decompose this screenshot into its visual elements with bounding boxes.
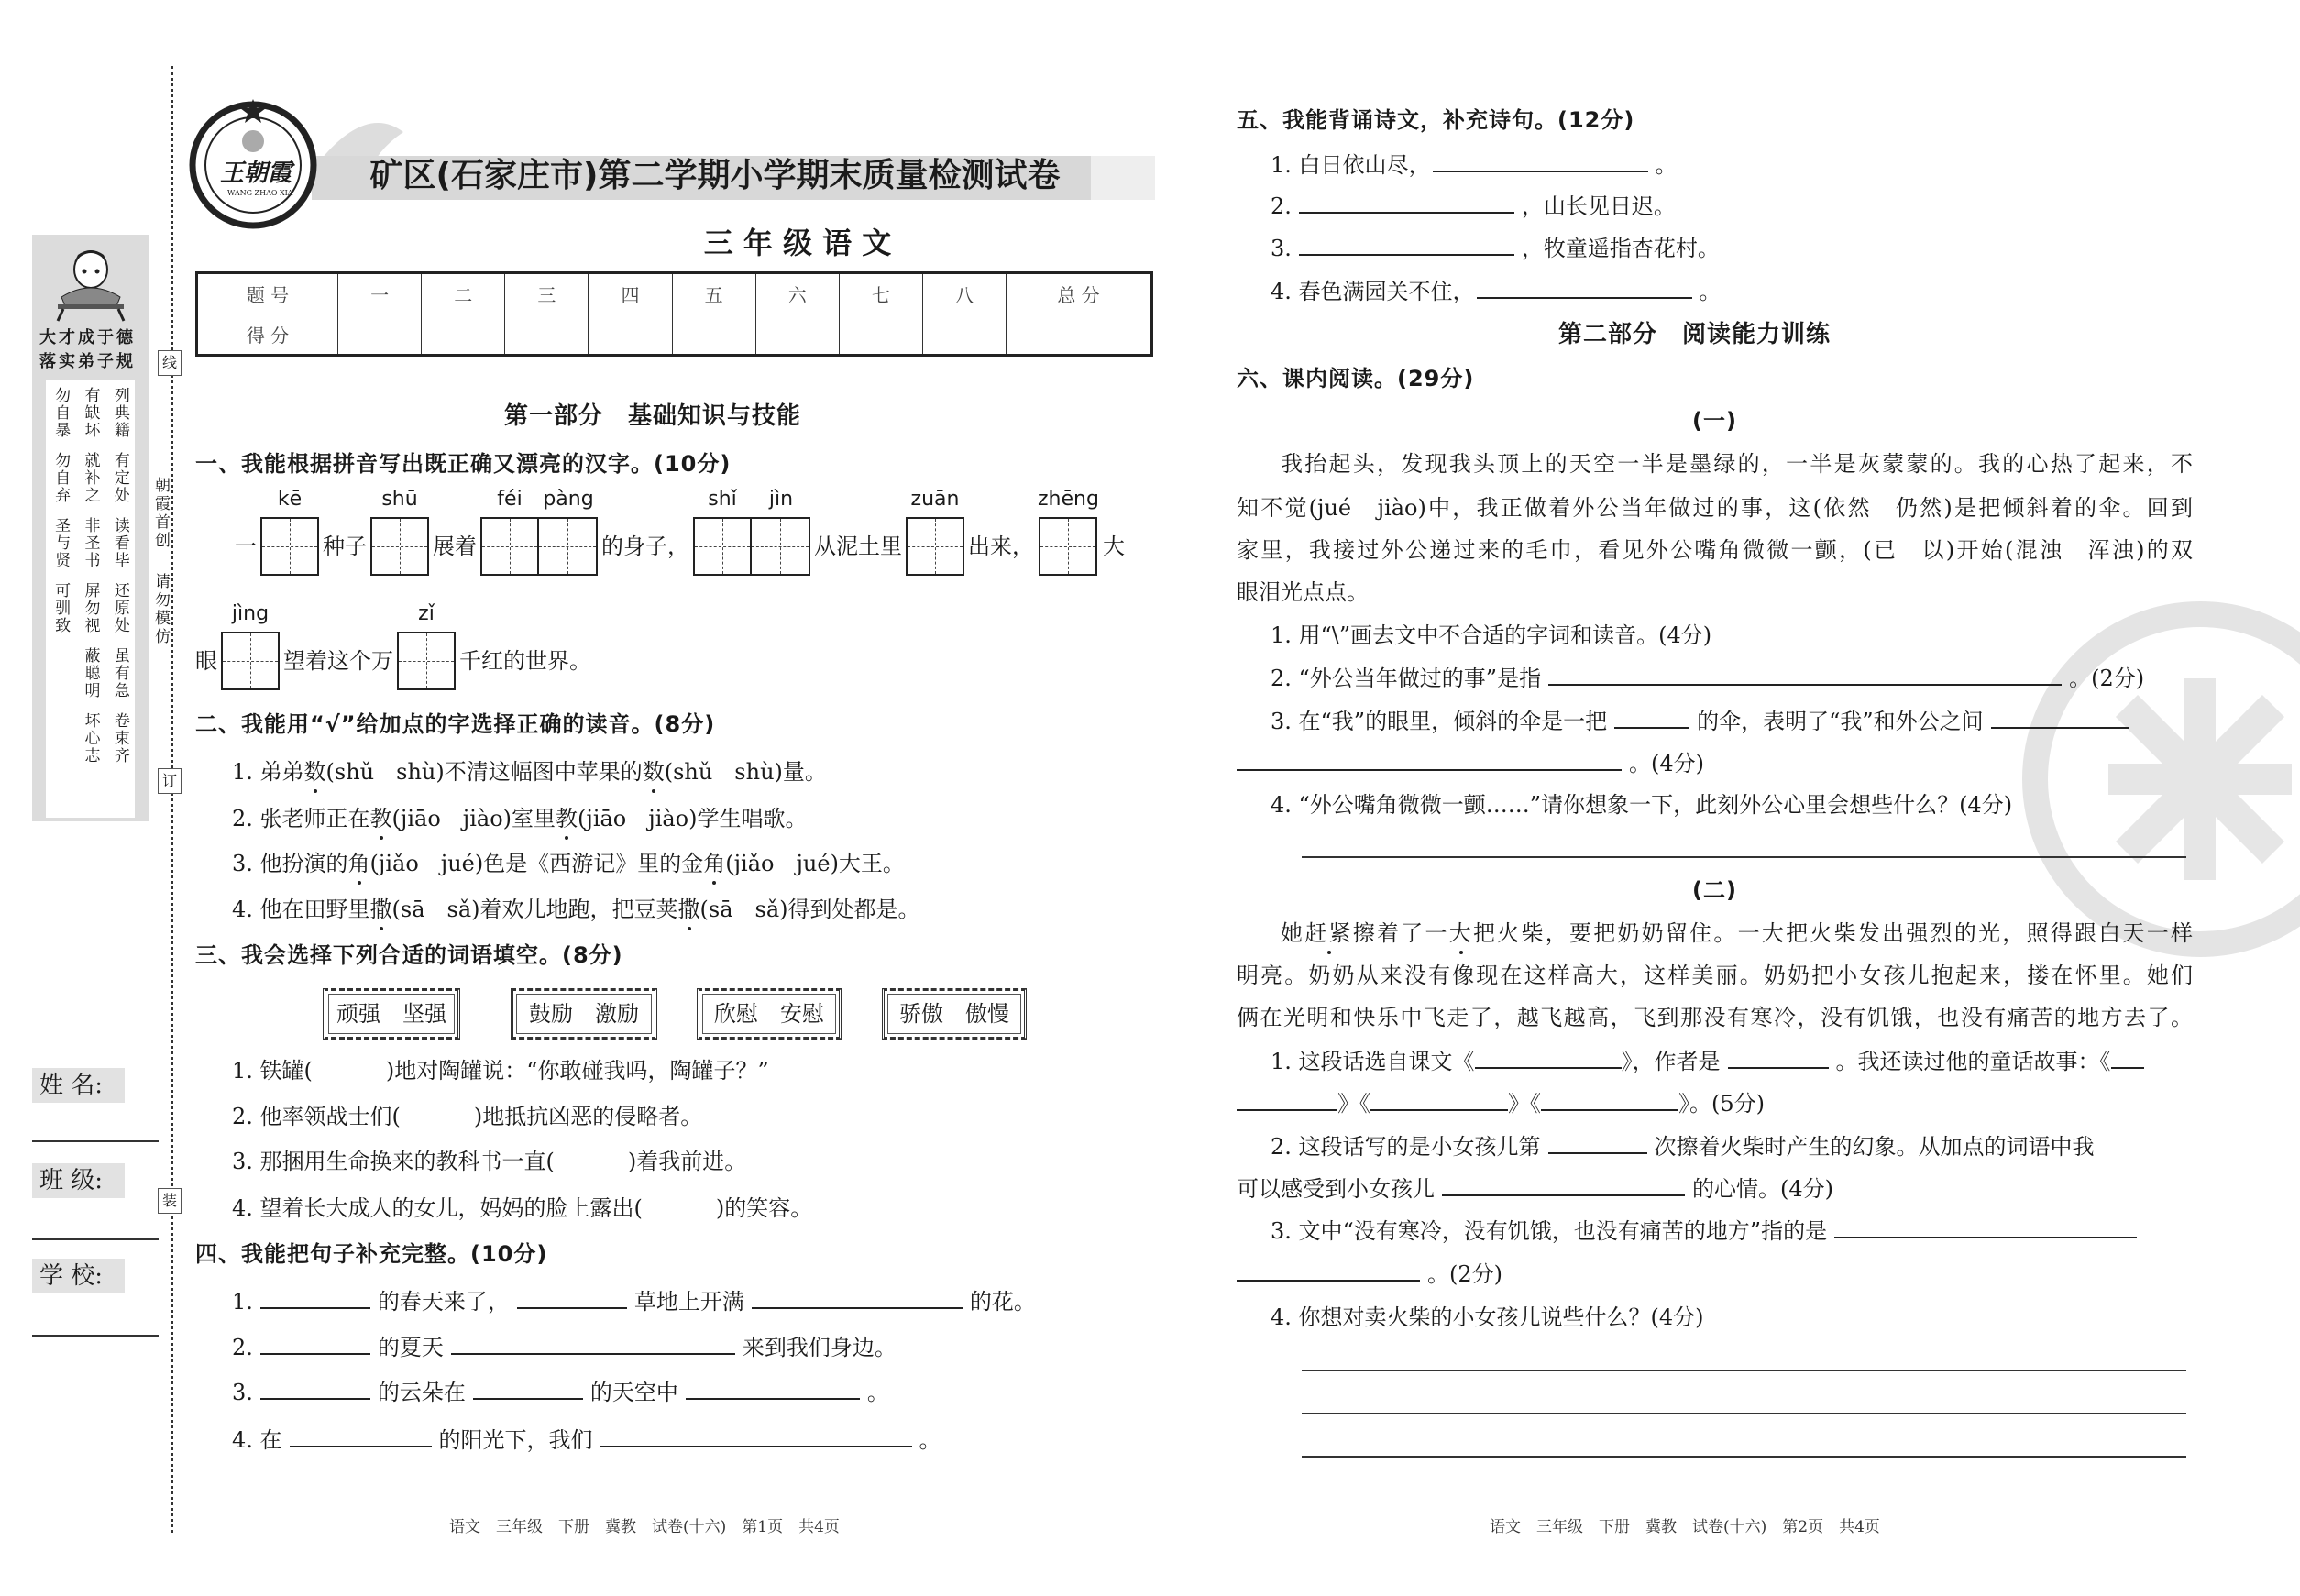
class-field[interactable] — [32, 1238, 159, 1240]
sentence-text: 的身子， — [601, 534, 689, 559]
dotted-char: 教 — [556, 806, 578, 831]
question-text: 3. 那捆用生命换来的教科书一直( — [232, 1149, 555, 1174]
question-text: 4. 在 — [232, 1427, 282, 1453]
sentence-complete-item — [232, 1425, 941, 1454]
dizigui-phrase: 卷束齐 — [110, 712, 129, 765]
question: 4. “外公嘴角微微一颤……”请你想象一下，此刻外公心里会想些什么？(4分) — [1271, 792, 2013, 818]
passage1-line: 我抬起头，发现我头顶上的天空一半是墨绿的，一半是灰蒙蒙的。我的心热了起来，不 — [1281, 451, 2193, 477]
question — [1271, 1047, 2144, 1075]
pinyin-options[interactable]: (sā sǎ)着欢儿地跑，把豆荚 — [391, 897, 678, 922]
dotted-char: 撒 — [369, 897, 392, 922]
answer-line[interactable] — [1302, 1370, 2186, 1371]
answer-blank[interactable] — [686, 1378, 860, 1400]
tianzige-box[interactable] — [221, 632, 280, 690]
question-text: 2. 他率领战士们( — [232, 1104, 401, 1129]
question-text: 可以感受到小女孩儿 — [1237, 1176, 1435, 1202]
dizigui-phrase: 虽有急 — [110, 647, 129, 699]
question-text: 。(2分) — [1427, 1261, 1502, 1287]
poem-item — [1271, 234, 1720, 262]
pinyin: jìn — [768, 488, 794, 511]
school-label: 学 校: — [32, 1259, 125, 1293]
class-label: 班 级: — [32, 1163, 125, 1198]
answer-blank[interactable] — [1299, 192, 1514, 214]
answer-blank[interactable] — [290, 1425, 432, 1447]
pinyin: zǐ — [418, 602, 435, 625]
binding-dotted-line — [171, 66, 173, 1533]
question-text: 。 — [1699, 279, 1722, 304]
answer-blank[interactable] — [451, 1333, 735, 1355]
answer-blank[interactable] — [1541, 1089, 1678, 1111]
answer-line[interactable] — [1302, 1413, 2186, 1414]
score-header-cell: 三 — [505, 273, 589, 314]
pinyin-options[interactable]: (shǔ shù)量。 — [664, 759, 827, 785]
section3-heading: 三、我会选择下列合适的词语填空。(8分) — [195, 942, 623, 968]
sentence-text: 望着这个万 — [283, 648, 393, 674]
question — [1271, 664, 2144, 692]
poem-item — [1271, 277, 1722, 305]
answer-blank[interactable] — [1614, 707, 1689, 729]
passage2-line: 俩在光明和快乐中飞走了，越飞越高，飞到那没有寒冷，没有饥饿，也没有痛苦的地方去了。 — [1237, 1005, 2193, 1030]
question — [1271, 1132, 2095, 1161]
brand-logo-text: 王朝霞 — [220, 160, 292, 187]
fill-word-item — [232, 1148, 746, 1175]
fill-word-item — [232, 1194, 812, 1222]
question — [1271, 707, 2136, 735]
score-header-cell: 八 — [922, 273, 1006, 314]
question-text: 的花。 — [969, 1289, 1036, 1315]
answer-blank[interactable] — [1370, 1089, 1508, 1111]
section6-heading: 六、课内阅读。(29分) — [1237, 366, 1475, 391]
answer-blank[interactable] — [1442, 1174, 1685, 1196]
dizigui-phrase: 读看毕 — [110, 517, 129, 569]
answer-blank[interactable] — [752, 1287, 963, 1309]
sentence-text: 种子 — [323, 534, 367, 559]
binding-mark-ding: 订 — [158, 768, 182, 794]
sentence-text: 眼 — [195, 648, 217, 674]
dotted-char: 教 — [369, 806, 392, 831]
copyright-notice-2: 请勿模仿 — [151, 573, 170, 646]
question-continuation — [1237, 1089, 1765, 1117]
dizigui-phrase: 坏心志 — [81, 712, 100, 765]
answer-blank[interactable] — [1548, 1132, 1647, 1154]
score-header-cell: 题 号 — [197, 273, 338, 314]
question-text: 1. 弟弟 — [232, 759, 304, 785]
sentence-complete-item — [232, 1287, 1036, 1315]
dotted-char: 角 — [703, 851, 726, 876]
question-text: 2. — [232, 1335, 253, 1360]
pinyin: féi — [497, 488, 523, 511]
question-text: 来到我们身边。 — [742, 1335, 897, 1360]
answer-blank[interactable] — [1834, 1216, 2137, 1238]
pinyin: shǐ — [708, 488, 737, 511]
score-cell[interactable] — [922, 314, 1006, 356]
pinyin-options[interactable]: (sā sǎ)得到处都是。 — [699, 897, 920, 922]
section5-heading: 五、我能背诵诗文，补充诗句。(12分) — [1237, 107, 1635, 133]
dizigui-phrase: 勿自暴 — [51, 387, 71, 439]
pinyin-row-1 — [231, 486, 1128, 576]
dizigui-phrase: 列典籍 — [110, 387, 129, 439]
part1-title: 第一部分 基础知识与技能 — [504, 402, 802, 430]
answer-blank[interactable] — [260, 1287, 370, 1309]
answer-blank[interactable] — [1548, 664, 2062, 686]
score-header-cell: 二 — [422, 273, 505, 314]
dotted-char: 数 — [303, 759, 326, 785]
pronunciation-item — [232, 805, 808, 832]
score-cell[interactable] — [589, 314, 672, 356]
dizigui-phrase: 蔽聪明 — [81, 647, 100, 699]
question-text: )的笑容。 — [715, 1195, 813, 1221]
question-text: ，牧童遥指杏花村。 — [1521, 236, 1720, 261]
question-text: 2. 张老师正在 — [232, 806, 370, 831]
sentence-text: 从泥土里 — [814, 534, 902, 559]
dotted-word: 一大把 — [1425, 920, 1498, 946]
question-text: 2. “外公当年做过的事”是指 — [1271, 666, 1542, 691]
question-text: 2. — [1271, 193, 1292, 219]
tianzige-box[interactable] — [397, 632, 456, 690]
tianzige-box[interactable] — [480, 517, 539, 576]
pinyin: kē — [277, 488, 303, 511]
question-text: 3. 文中“没有寒冷，没有饥饿，也没有痛苦的地方”指的是 — [1271, 1218, 1828, 1244]
part2-title: 第二部分 阅读能力训练 — [1558, 321, 1832, 348]
sidebar-dizigui-panel — [32, 235, 149, 821]
pinyin-options[interactable]: (shǔ shù)不清这幅图中苹果的 — [325, 759, 643, 785]
sentence-text: 展着 — [433, 534, 477, 559]
dizigui-phrase: 有定处 — [110, 452, 129, 504]
dizigui-text — [46, 380, 135, 818]
sentence-text: 出来， — [968, 534, 1034, 559]
passage1-label: (一) — [1692, 408, 1737, 434]
dizigui-column — [111, 387, 129, 818]
score-cell[interactable] — [422, 314, 505, 356]
answer-blank[interactable] — [2111, 1047, 2144, 1069]
question-text: 的夏天 — [377, 1335, 444, 1360]
passage1-line: 知不觉(jué jiào)中，我正做着外公当年做过的事，这(依然 仍然)是把倾斜着的伞。回到 — [1237, 495, 2193, 521]
score-row-label: 得 分 — [197, 314, 338, 356]
question-text: 的心情。(4分) — [1692, 1176, 1833, 1202]
sidebar-motto-1: 大才成于德 — [39, 328, 136, 347]
question-text: )着我前进。 — [627, 1149, 747, 1174]
answer-blank[interactable] — [1299, 234, 1514, 256]
dizigui-phrase: 可驯致 — [51, 582, 71, 634]
score-cell[interactable] — [338, 314, 422, 356]
pronunciation-item — [232, 758, 827, 786]
tianzige-box[interactable] — [752, 517, 810, 576]
question: 1. 用“\”画去文中不合适的字词和读音。(4分) — [1271, 622, 1712, 648]
answer-line[interactable] — [1302, 1456, 2186, 1458]
answer-line[interactable] — [1302, 856, 2186, 858]
passage2-line — [1237, 919, 2193, 947]
tianzige-box[interactable] — [260, 517, 319, 576]
dizigui-phrase: 非圣书 — [81, 517, 100, 569]
answer-blank[interactable] — [1991, 707, 2129, 729]
answer-blank[interactable] — [517, 1287, 627, 1309]
question-text: 的天空中 — [589, 1380, 678, 1405]
dizigui-column — [51, 387, 70, 818]
score-header-cell: 一 — [338, 273, 422, 314]
sidebar-motto-2: 落实弟子规 — [39, 352, 136, 371]
exam-title: 矿区(石家庄市)第二学期小学期末质量检测试卷 — [369, 157, 1061, 194]
question-text: 2. 这段话写的是小女孩儿第 — [1271, 1134, 1541, 1160]
question-text: 1. 这段话选自课文《 — [1271, 1049, 1475, 1074]
dotted-char: 数 — [642, 759, 665, 785]
pinyin: zuān — [910, 488, 960, 511]
question-text: 擦着了 — [1352, 920, 1425, 946]
pinyin: shū — [381, 488, 418, 511]
dizigui-phrase: 还原处 — [110, 582, 129, 634]
exam-subtitle: 三 年 级 语 文 — [703, 226, 892, 260]
question-text: 。(4分) — [1629, 751, 1704, 776]
answer-blank[interactable] — [1433, 150, 1648, 172]
school-field[interactable] — [32, 1335, 159, 1337]
dizigui-column — [81, 387, 99, 818]
word-choice-box: 欣慰 安慰 — [697, 988, 842, 1040]
tianzige-box[interactable] — [906, 517, 964, 576]
question-continuation — [1237, 749, 1704, 777]
pinyin: pàng — [543, 488, 594, 511]
question: 4. 你想对卖火柴的小女孩儿说些什么？(4分) — [1271, 1304, 1704, 1330]
sentence-text: 千红的世界。 — [459, 648, 591, 674]
question-text: )地抵抗凶恶的侵略者。 — [473, 1104, 703, 1129]
answer-blank[interactable] — [1237, 1089, 1337, 1111]
dizigui-phrase: 就补之 — [81, 452, 100, 504]
answer-blank[interactable] — [260, 1333, 370, 1355]
score-cell[interactable] — [505, 314, 589, 356]
dizigui-phrase: 屏勿视 — [81, 582, 100, 634]
score-cell[interactable] — [672, 314, 755, 356]
question-text: 。我还读过他的童话故事：《 — [1835, 1049, 2111, 1074]
score-header-cell: 七 — [839, 273, 922, 314]
question-text: 。 — [919, 1427, 941, 1453]
dizigui-phrase: 勿自弃 — [51, 452, 71, 504]
question-text: 草地上开满 — [633, 1289, 744, 1315]
word-choice-box: 鼓励 激励 — [511, 988, 657, 1040]
question-text: 》，作者是 — [1621, 1049, 1721, 1074]
dizigui-phrase: 圣与贤 — [51, 517, 71, 569]
question-text: 1. — [232, 1289, 253, 1315]
question-text: 3. 他扮演的 — [232, 851, 348, 876]
fill-word-item — [232, 1103, 702, 1130]
section4-heading: 四、我能把句子补充完整。(10分) — [195, 1241, 548, 1267]
copyright-notice-1: 朝霞首创 — [151, 477, 170, 550]
answer-blank[interactable] — [1477, 277, 1692, 299]
answer-blank[interactable] — [260, 1378, 370, 1400]
pinyin: zhēng — [1038, 488, 1099, 511]
question-text: 次擦着火柴时产生的幻象。从加点的词语中我 — [1654, 1134, 2095, 1160]
question-text: 的阳光下，我们 — [438, 1427, 593, 1453]
word-choice-box: 顽强 坚强 — [323, 988, 460, 1040]
reading-child-icon — [52, 242, 129, 323]
sentence-complete-item — [232, 1378, 889, 1406]
sentence-complete-item — [232, 1333, 897, 1361]
question-text: 。 — [866, 1380, 889, 1405]
pronunciation-item — [232, 896, 920, 923]
question-text: 的云朵在 — [377, 1380, 466, 1405]
score-header-cell: 四 — [589, 273, 672, 314]
dotted-word: 赶紧 — [1304, 920, 1353, 946]
tianzige-box[interactable] — [1039, 517, 1097, 576]
score-table — [195, 271, 1153, 357]
answer-blank[interactable] — [473, 1378, 583, 1400]
name-field[interactable] — [32, 1140, 159, 1142]
pinyin-options[interactable]: (jiǎo jué)色是《西游记》里的金 — [369, 851, 704, 876]
dotted-char: 撒 — [677, 897, 700, 922]
tianzige-box[interactable] — [693, 517, 752, 576]
score-cell[interactable] — [1007, 314, 1152, 356]
question-text: )地对陶罐说：“你敢碰我吗，陶罐子？” — [385, 1058, 769, 1084]
question-text: 的春天来了， — [377, 1289, 510, 1315]
brand-logo-subtext: WANG ZHAO XIA — [227, 189, 293, 197]
question-text: 3. — [232, 1380, 253, 1405]
passage2-line: 明亮。奶奶从来没有像现在这样高大，这样美丽。奶奶把小女孩儿抱起来，搂在怀里。她们 — [1237, 963, 2193, 988]
score-cell[interactable] — [839, 314, 922, 356]
question — [1271, 1216, 2144, 1245]
question-text: ，山长见日迟。 — [1521, 193, 1676, 219]
answer-blank[interactable] — [1728, 1047, 1829, 1069]
answer-blank[interactable] — [600, 1425, 912, 1447]
score-header-cell: 总 分 — [1007, 273, 1152, 314]
question-text: 》。(5分) — [1678, 1091, 1765, 1117]
question-text: 3. — [1271, 236, 1292, 261]
question-text: 》《 — [1508, 1091, 1541, 1117]
answer-blank[interactable] — [1475, 1047, 1622, 1069]
question-text: 4. 他在田野里 — [232, 897, 370, 922]
question-text: 1. 铁罐( — [232, 1058, 313, 1084]
question-text: 她 — [1281, 920, 1305, 946]
score-header-cell: 六 — [755, 273, 839, 314]
pinyin-options[interactable]: (jiāo jiào)学生唱歌。 — [578, 806, 808, 831]
page-footer-2: 语文 三年级 下册 冀教 试卷(十六) 第2页 共4页 — [1490, 1518, 1880, 1536]
pinyin-row-2 — [192, 600, 595, 690]
question-text: 。 — [1655, 152, 1678, 178]
binding-mark-zhuang: 装 — [158, 1188, 182, 1214]
name-label: 姓 名: — [32, 1068, 125, 1103]
poem-item — [1271, 150, 1678, 179]
word-choice-box: 骄傲 傲慢 — [882, 988, 1027, 1040]
page-footer-1: 语文 三年级 下册 冀教 试卷(十六) 第1页 共4页 — [449, 1518, 840, 1536]
dotted-char: 角 — [347, 851, 370, 876]
answer-blank[interactable] — [1237, 749, 1622, 771]
tianzige-box[interactable] — [370, 517, 429, 576]
question-text: 4. 春色满园关不住， — [1271, 279, 1475, 304]
pinyin-options[interactable]: (jiǎo jué)大王。 — [725, 851, 905, 876]
question-text: 1. 白日依山尽， — [1271, 152, 1431, 178]
tianzige-box[interactable] — [539, 517, 598, 576]
answer-blank[interactable] — [1237, 1260, 1420, 1282]
question-text: 。(2分) — [2069, 666, 2145, 691]
score-header-cell: 五 — [672, 273, 755, 314]
section1-heading: 一、我能根据拼音写出既正确又漂亮的汉字。(10分) — [195, 451, 732, 477]
score-cell[interactable] — [755, 314, 839, 356]
pinyin: jìng — [231, 602, 270, 625]
question-continuation — [1237, 1174, 1833, 1203]
question-text: 3. 在“我”的眼里，倾斜的伞是一把 — [1271, 709, 1608, 734]
passage1-line: 家里，我接过外公递过来的毛巾，看见外公嘴角微微一颤，(已 以)开始(混浊 浑浊)的双 — [1237, 537, 2193, 563]
passage2-label: (二) — [1692, 877, 1737, 903]
score-table-score-row — [197, 314, 1152, 356]
question-text: 4. 望着长大成人的女儿，妈妈的脸上露出( — [232, 1195, 643, 1221]
pinyin-options[interactable]: (jiāo jiào)室里 — [391, 806, 556, 831]
section2-heading: 二、我能用“√”给加点的字选择正确的读音。(8分) — [195, 711, 716, 737]
question-text: 》《 — [1337, 1091, 1370, 1117]
question-text: 火柴，要把奶奶留住。一大把火柴发出强烈的光，照得跟白天一样 — [1497, 920, 2194, 946]
poem-item — [1271, 192, 1676, 220]
sentence-text: 大 — [1102, 534, 1125, 559]
question-continuation — [1237, 1260, 1502, 1288]
binding-mark-xian: 线 — [158, 350, 182, 376]
watermark-seal — [2017, 596, 2300, 963]
fill-word-item — [232, 1057, 769, 1084]
pronunciation-item — [232, 850, 905, 877]
score-table-header-row — [197, 273, 1152, 314]
passage1-line: 眼泪光点点。 — [1237, 579, 1369, 605]
dizigui-phrase: 有缺坏 — [81, 387, 100, 439]
question-text: 的伞，表明了“我”和外公之间 — [1697, 709, 1984, 734]
sentence-text: 一 — [235, 534, 257, 559]
